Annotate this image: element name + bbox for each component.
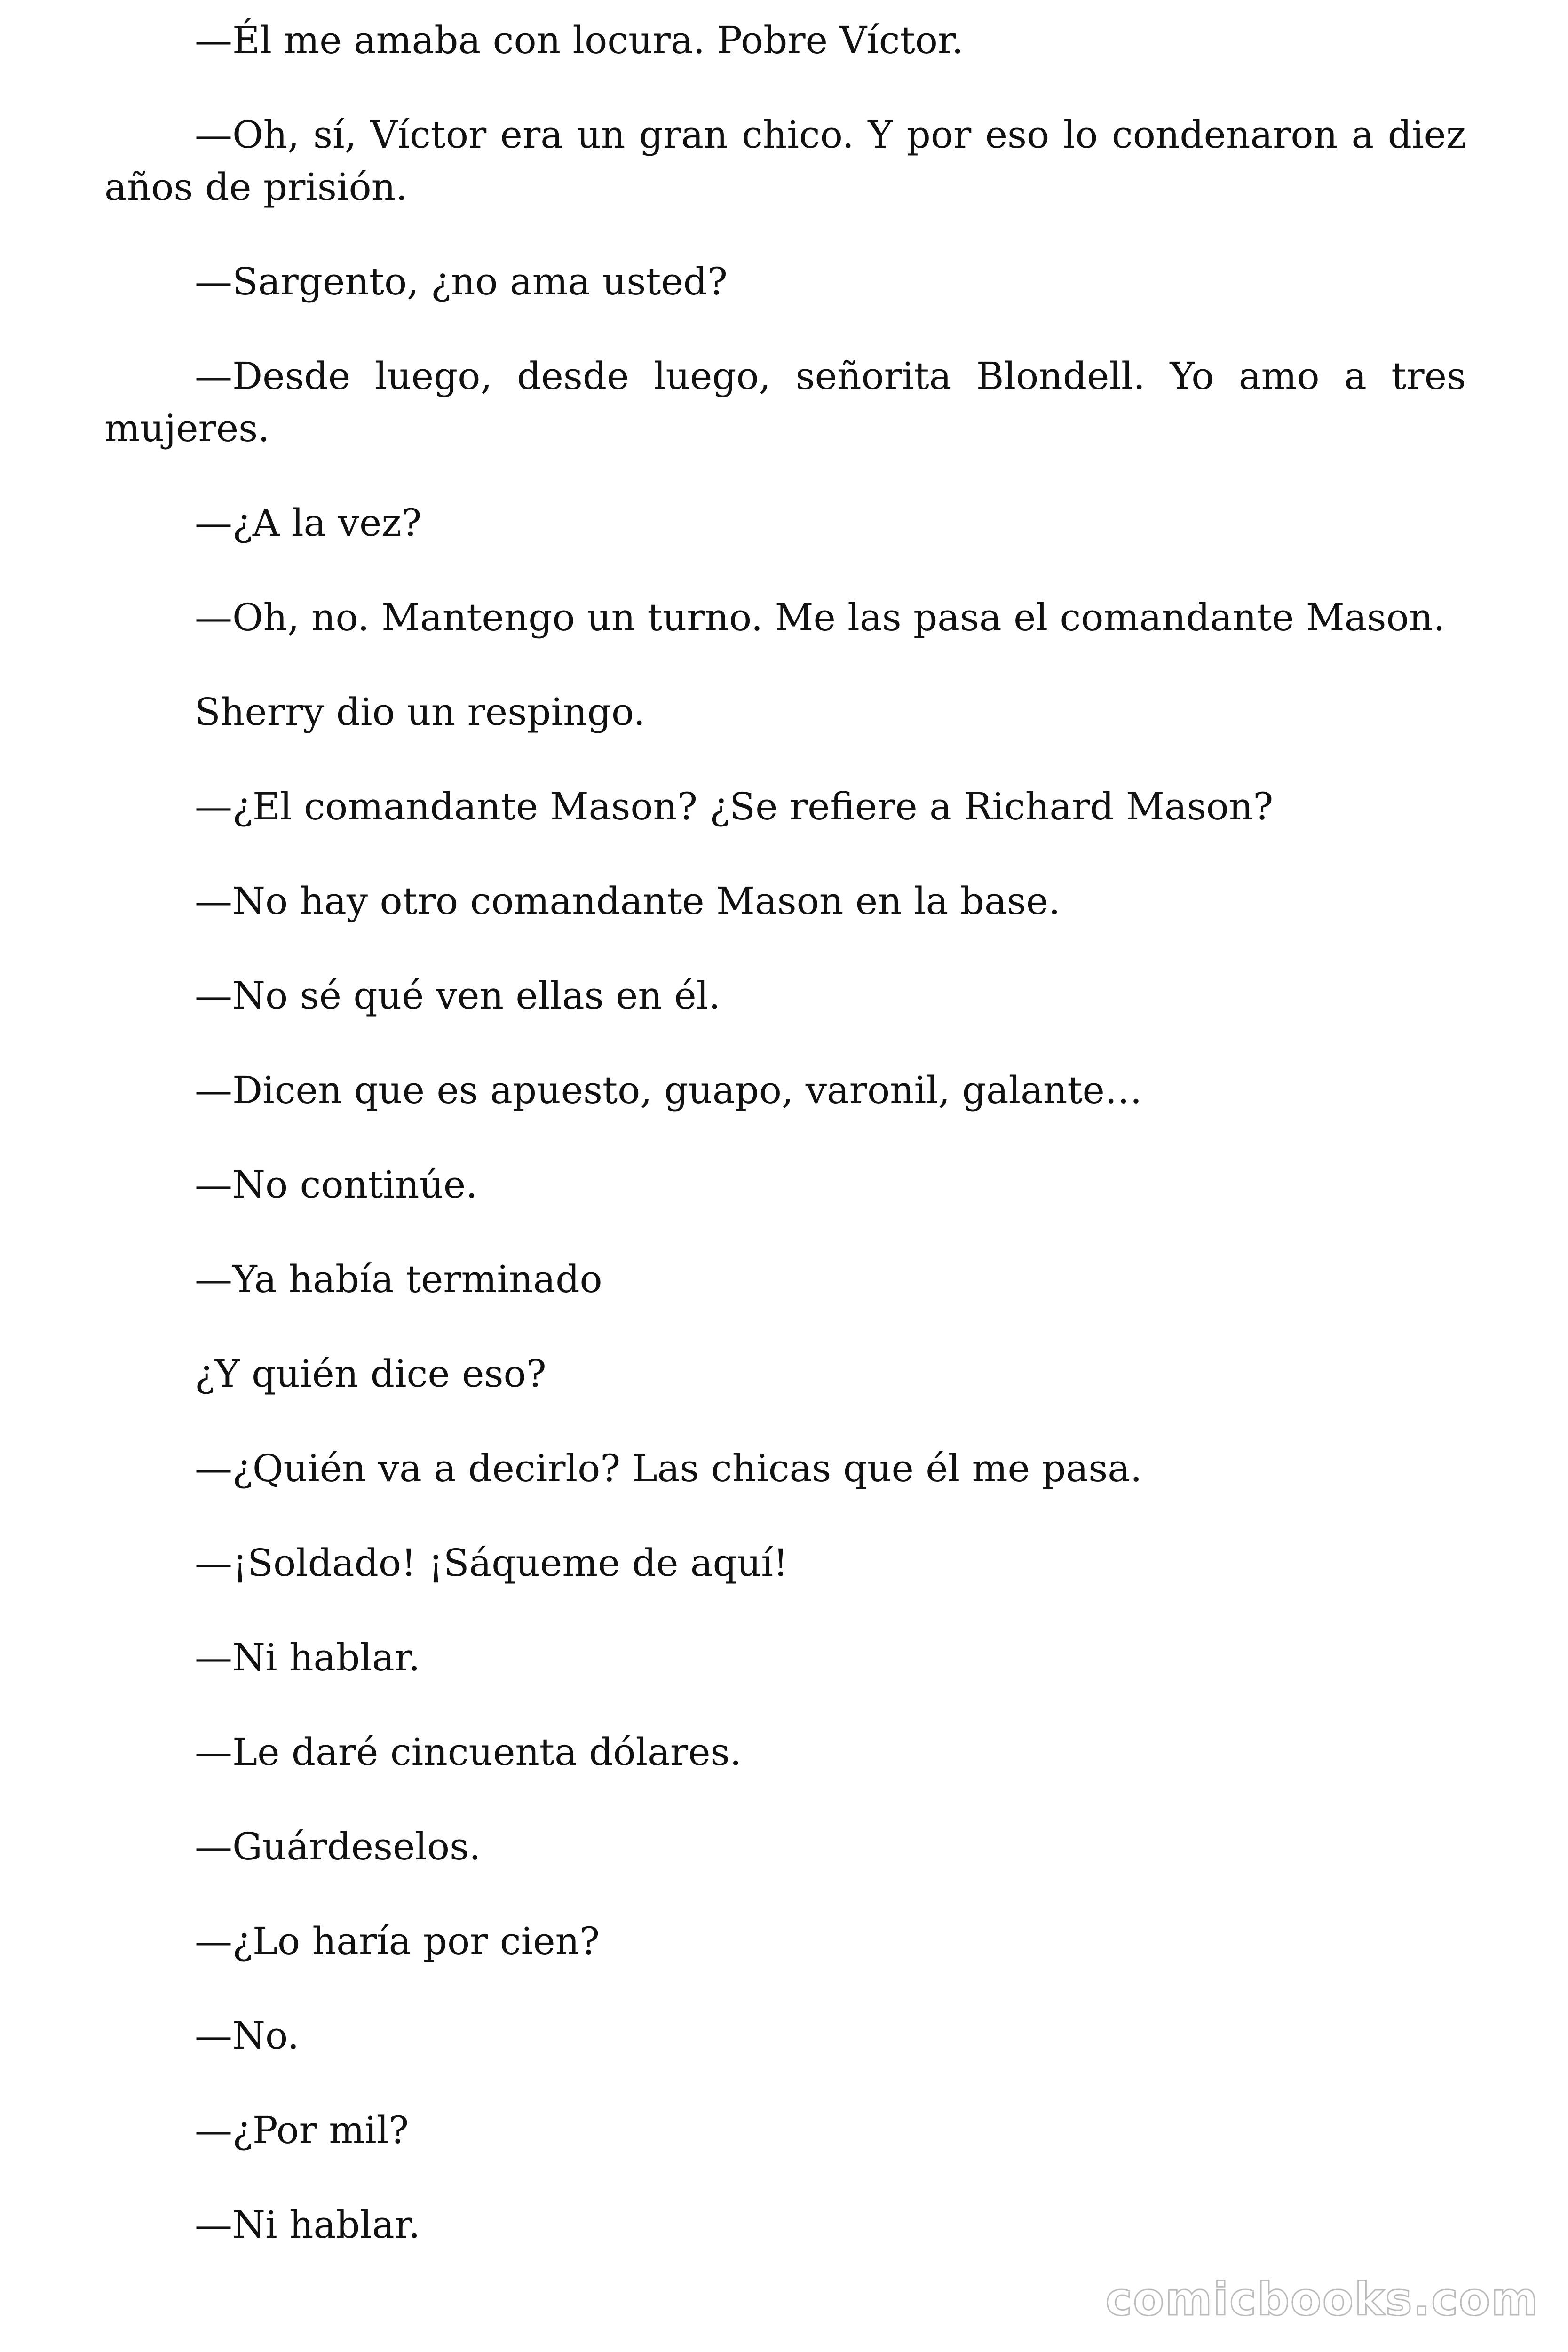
paragraph: —Ya había terminado xyxy=(195,1257,602,1301)
paragraph: —Oh, no. Mantengo un turno. Me las pasa el comandante Mason. xyxy=(195,596,1445,639)
paragraph: —Guárdeselos. xyxy=(195,1825,481,1868)
paragraph: —¿Lo haría por cien? xyxy=(195,1919,600,1963)
paragraph: —No hay otro comandante Mason en la base. xyxy=(195,879,1061,923)
paragraph: —Le daré cincuenta dólares. xyxy=(195,1730,742,1774)
paragraph: —¿El comandante Mason? ¿Se refiere a Richard Mason? xyxy=(195,785,1274,828)
paragraph: Sherry dio un respingo. xyxy=(195,690,646,734)
body-text xyxy=(104,14,1466,2293)
paragraph: —Desde luego, desde luego, señorita Blondell. Yo amo a tres mujeres. xyxy=(104,354,1466,450)
paragraph: —No sé qué ven ellas en él. xyxy=(195,974,721,1017)
site-watermark: comicbooks.com xyxy=(1105,2273,1539,2326)
paragraph: —No continúe. xyxy=(195,1163,478,1207)
paragraph: —Ni hablar. xyxy=(195,1636,420,1679)
paragraph: —¡Soldado! ¡Sáqueme de aquí! xyxy=(195,1541,789,1585)
paragraph: —Oh, sí, Víctor era un gran chico. Y por eso lo condenaron a diez años de prisión. xyxy=(104,113,1466,209)
paragraph: —¿A la vez? xyxy=(195,501,422,545)
paragraph: —Dicen que es apuesto, guapo, varonil, galante… xyxy=(195,1068,1142,1112)
paragraph: ¿Y quién dice eso? xyxy=(195,1352,546,1396)
paragraph: —¿Por mil? xyxy=(195,2108,409,2152)
paragraph: —Sargento, ¿no ama usted? xyxy=(195,260,728,303)
paragraph: —No. xyxy=(195,2014,300,2058)
paragraph: —¿Quién va a decirlo? Las chicas que él me pasa. xyxy=(195,1446,1142,1490)
paragraph: —Ni hablar. xyxy=(195,2203,420,2247)
paragraph: —Él me amaba con locura. Pobre Víctor. xyxy=(195,18,964,62)
